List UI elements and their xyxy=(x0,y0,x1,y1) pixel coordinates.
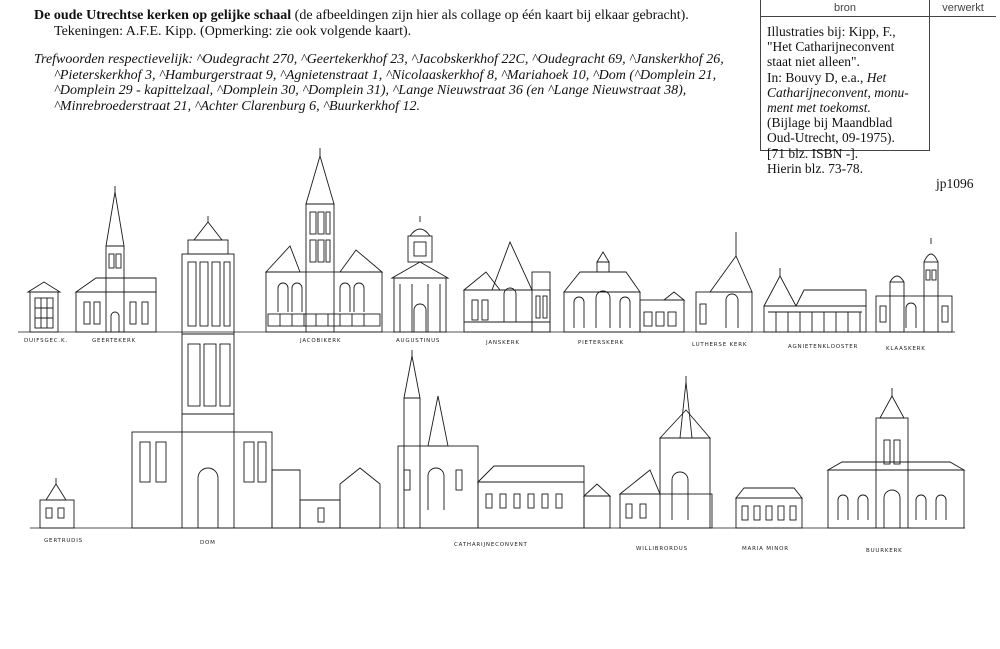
source-line: "Het Catharijneconvent xyxy=(767,39,895,55)
keywords-line-3: ^Domplein 29 - kapittelzaal, ^Domplein 30, ^Domplein 31), ^Lange Nieuwstraat 36 (en ^Lange Nieuwstraat 38), xyxy=(54,83,687,98)
keywords-line-1: Trefwoorden respectievelijk: ^Oudegracht 270, ^Geertekerkhof 23, ^Jacobskerkhof 22C, ^Oudegracht 69, ^Janskerkhof 26, xyxy=(34,52,724,67)
drawings-credit: Tekeningen: A.F.E. Kipp. (Opmerking: zie ook volgende kaart). xyxy=(54,23,412,39)
label-geertekerk: GEERTEKERK xyxy=(92,338,136,344)
source-line-part: In: Bouvy D, e.a., xyxy=(767,69,867,85)
drawing-janskerk xyxy=(464,242,550,332)
label-janskerk: JANSKERK xyxy=(486,340,520,346)
label-willibrordus: WILLIBRORDUS xyxy=(636,546,688,552)
drawing-pieterskerk xyxy=(564,252,684,332)
label-catharijneconvent: CATHARIJNECONVENT xyxy=(454,542,528,548)
label-agnietenklooster: AGNIETENKLOOSTER xyxy=(788,344,859,350)
drawing-buurkerk xyxy=(828,388,964,528)
drawing-willibrordus xyxy=(620,376,712,528)
drawing-jacobikerk xyxy=(266,148,382,332)
source-line: Hierin blz. 73-78. xyxy=(767,160,863,176)
drawing-duifsgeck xyxy=(28,282,60,332)
drawing-klaaskerk xyxy=(876,238,952,332)
drawing-geertekerk xyxy=(76,186,156,332)
source-line: Illustraties bij: Kipp, F., xyxy=(767,24,896,39)
source-line: Oud-Utrecht, 09-1975). xyxy=(767,130,895,146)
drawing-maria-minor xyxy=(736,488,802,528)
source-line-part: Het xyxy=(866,69,887,85)
drawing-augustinus xyxy=(392,216,448,332)
label-pieterskerk: PIETERSKERK xyxy=(578,340,624,346)
label-lutherse-kerk: LUTHERSE KERK xyxy=(692,342,748,348)
document-code: jp1096 xyxy=(936,176,974,191)
card-title: De oude Utrechtse kerken op gelijke schaal xyxy=(34,8,292,23)
source-line: Catharijneconvent, monu- xyxy=(767,84,909,100)
label-jacobikerk: JACOBIKERK xyxy=(300,338,342,344)
tab-verwerkt[interactable]: verwerkt xyxy=(942,2,984,14)
keywords-line-2: ^Pieterskerkhof 3, ^Hamburgerstraat 9, ^Agnietenstraat 1, ^Nicolaaskerkhof 8, ^Mariahoek 10, ^Dom (^Domplein 21, xyxy=(54,67,717,83)
drawing-catharijneconvent xyxy=(398,350,610,528)
label-buurkerk: BUURKERK xyxy=(866,548,903,554)
drawing-dom xyxy=(132,216,380,528)
drawing-lutherse-kerk xyxy=(696,232,752,332)
label-klaaskerk: KLAASKERK xyxy=(886,346,926,352)
label-maria-minor: MARIA MINOR xyxy=(742,546,789,552)
label-dom: DOM xyxy=(200,540,216,546)
source-line: ment met toekomst. xyxy=(767,100,871,116)
source-line: (Bijlage bij Maandblad xyxy=(767,115,893,131)
tab-bron[interactable]: bron xyxy=(760,0,930,16)
drawing-gertrudis xyxy=(40,478,74,528)
drawing-agnietenklooster xyxy=(764,268,866,332)
keywords-line-4: ^Minrebroederstraat 21, ^Achter Clarenburg 6, ^Buurkerkhof 12. xyxy=(54,98,420,114)
card-title-rest: (de afbeeldingen zijn hier als collage op één kaart bij elkaar gebracht). xyxy=(291,8,689,23)
source-line: [71 blz. ISBN -]. xyxy=(767,145,859,161)
label-augustinus: AUGUSTINUS xyxy=(396,338,441,344)
label-gertrudis: GERTRUDIS xyxy=(44,538,83,544)
source-line: staat niet alleen". xyxy=(767,54,860,70)
label-duifsgeck: DUIFSGEC.K. xyxy=(24,338,68,344)
